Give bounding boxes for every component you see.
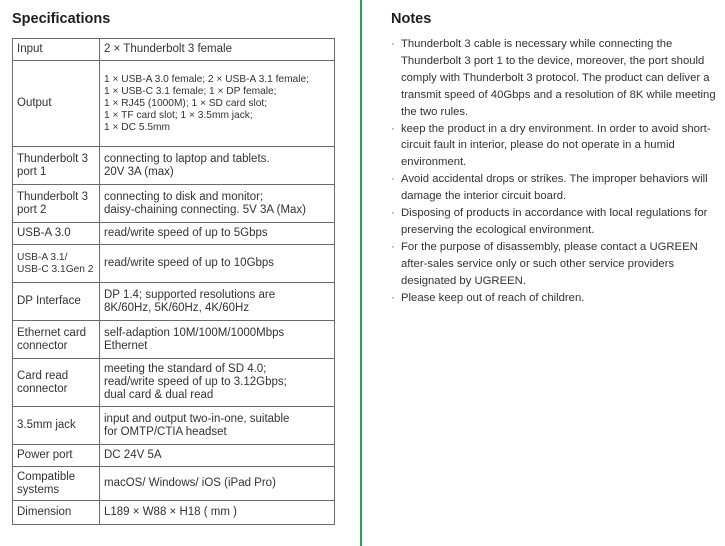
spec-value: DC 24V 5A	[100, 445, 335, 467]
bullet: ·	[391, 240, 395, 253]
table-row	[13, 185, 335, 223]
specifications-title: Specifications	[12, 11, 111, 27]
list-item	[391, 36, 717, 121]
spec-key: Compatible systems	[13, 467, 100, 501]
spec-key: Thunderbolt 3 port 1	[13, 147, 100, 185]
spec-value: self-adaption 10M/100M/1000Mbps Ethernet	[100, 321, 335, 359]
spec-value: read/write speed of up to 5Gbps	[100, 223, 335, 245]
table-row	[13, 359, 335, 407]
spec-value: connecting to disk and monitor; daisy-chaining connecting. 5V 3A (Max)	[100, 185, 335, 223]
spec-key: Ethernet card connector	[13, 321, 100, 359]
table-row	[13, 147, 335, 185]
bullet: ·	[391, 173, 395, 186]
specifications-table	[12, 38, 335, 525]
table-row	[13, 245, 335, 283]
note-text: Thunderbolt 3 cable is necessary while connecting the Thunderbolt 3 port 1 to the device, moreover, the port should comply with Thunderbolt 3 protocol. The product can deliver a transmit speed of 40Gbps and a resolution of 8K while meeting the two rules.	[401, 38, 716, 118]
table-row	[13, 501, 335, 525]
table-row	[13, 467, 335, 501]
spec-key: Power port	[13, 445, 100, 467]
bullet: ·	[391, 38, 395, 50]
note-text: For the purpose of disassembly, please contact a UGREEN after-sales service only or such other service providers designated by UGREEN.	[401, 240, 698, 287]
list-item	[391, 205, 717, 239]
table-row	[13, 321, 335, 359]
list-item	[391, 239, 717, 290]
list-item	[391, 290, 717, 307]
table-row	[13, 445, 335, 467]
table-row	[13, 61, 335, 147]
notes-title: Notes	[391, 11, 432, 27]
spec-value: input and output two-in-one, suitable for OMTP/CTIA headset	[100, 407, 335, 445]
spec-key: Card read connector	[13, 359, 100, 407]
bullet: ·	[391, 291, 395, 304]
note-text: Disposing of products in accordance with local regulations for preserving the ecological environment.	[401, 207, 708, 236]
notes-list	[391, 36, 717, 307]
spec-value: meeting the standard of SD 4.0; read/write speed of up to 3.12Gbps; dual card & dual read	[100, 359, 335, 407]
specifications-section	[12, 8, 334, 525]
spec-key: Dimension	[13, 501, 100, 525]
table-row	[13, 283, 335, 321]
spec-key: USB-A 3.0	[13, 223, 100, 245]
list-item	[391, 171, 717, 205]
bullet: ·	[391, 207, 395, 220]
section-divider	[360, 0, 362, 546]
table-row	[13, 39, 335, 61]
spec-value: read/write speed of up to 10Gbps	[100, 245, 335, 283]
spec-value: macOS/ Windows/ iOS (iPad Pro)	[100, 467, 335, 501]
notes-section	[391, 8, 717, 307]
spec-value: 2 × Thunderbolt 3 female	[100, 39, 335, 61]
spec-value: 1 × USB-A 3.0 female; 2 × USB-A 3.1 female; 1 × USB-C 3.1 female; 1 × DP female; 1 × RJ45 (1000M); 1 × SD card slot; 1 × TF card slot; 1 × 3.5mm jack; 1 × DC 5.5mm	[100, 61, 335, 147]
list-item	[391, 121, 717, 172]
spec-key: 3.5mm jack	[13, 407, 100, 445]
spec-value: L189 × W88 × H18 ( mm )	[100, 501, 335, 525]
spec-key: USB-A 3.1/ USB-C 3.1Gen 2	[13, 245, 100, 283]
spec-key: Input	[13, 39, 100, 61]
table-row	[13, 223, 335, 245]
spec-key: DP Interface	[13, 283, 100, 321]
spec-value: connecting to laptop and tablets. 20V 3A (max)	[100, 147, 335, 185]
spec-key: Thunderbolt 3 port 2	[13, 185, 100, 223]
spec-key: Output	[13, 61, 100, 147]
table-row	[13, 407, 335, 445]
spec-value: DP 1.4; supported resolutions are 8K/60Hz, 5K/60Hz, 4K/60Hz	[100, 283, 335, 321]
note-text: Please keep out of reach of children.	[401, 291, 585, 304]
note-text: keep the product in a dry environment. In order to avoid short-circuit fault in interior, please do not operate in a humid environment.	[401, 122, 711, 169]
note-text: Avoid accidental drops or strikes. The improper behaviors will damage the interior circuit board.	[401, 173, 708, 203]
bullet: ·	[391, 122, 395, 135]
